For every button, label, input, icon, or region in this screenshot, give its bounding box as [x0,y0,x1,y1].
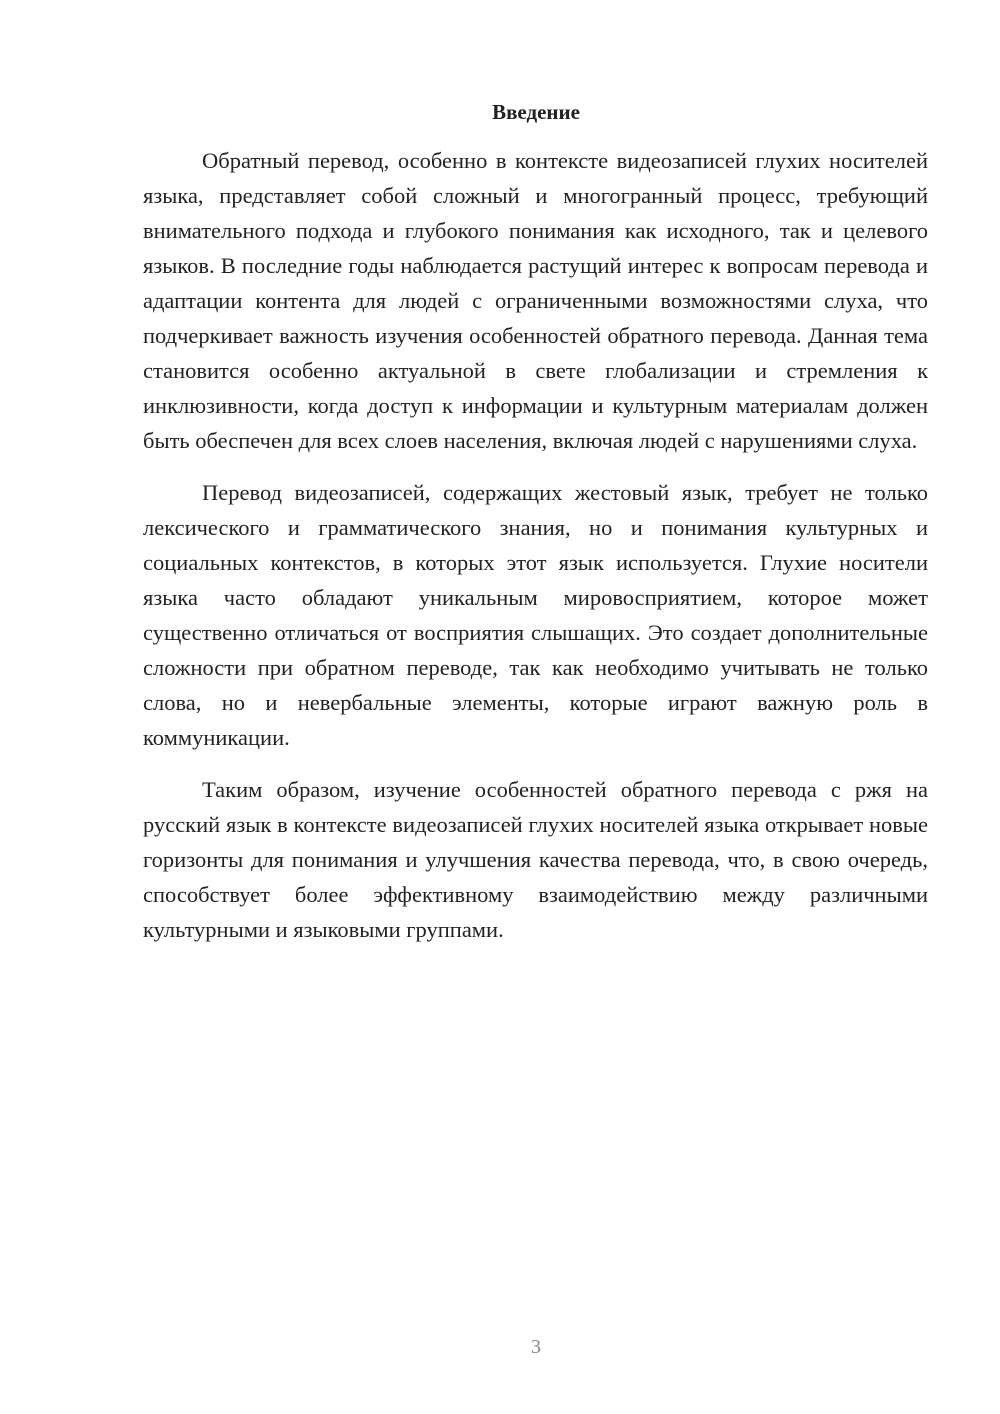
body-text [143,143,928,964]
page-number: 3 [531,1336,541,1358]
paragraph-1: Обратный перевод, особенно в контексте видеозаписей глухих носителей языка, представляет собой сложный и многогранный процесс, требующий внимательного подхода и глубокого понимания как исходного, так и целевого языков. В последние годы наблюдается растущий интерес к вопросам перевода и адаптации контента для людей с ограниченными возможностями слуха, что подчеркивает важность изучения особенностей обратного перевода. Данная тема становится особенно актуальной в свете глобализации и стремления к инклюзивности, когда доступ к информации и культурным материалам должен быть обеспечен для всех слоев населения, включая людей с нарушениями слуха. [143,148,928,453]
paragraph-3: Таким образом, изучение особенностей обратного перевода с ржя на русский язык в контексте видеозаписей глухих носителей языка открывает новые горизонты для понимания и улучшения качества перевода, что, в свою очередь, способствует более эффективному взаимодействию между различными культурными и языковыми группами. [143,777,928,942]
section-heading: Введение [492,100,580,124]
paragraph-2: Перевод видеозаписей, содержащих жестовый язык, требует не только лексического и грамматического знания, но и понимания культурных и социальных контекстов, в которых этот язык используется. Глухие носители языка часто обладают уникальным мировосприятием, которое может существенно отличаться от восприятия слышащих. Это создает дополнительные сложности при обратном переводе, так как необходимо учитывать не только слова, но и невербальные элементы, которые играют важную роль в коммуникации. [143,480,928,750]
